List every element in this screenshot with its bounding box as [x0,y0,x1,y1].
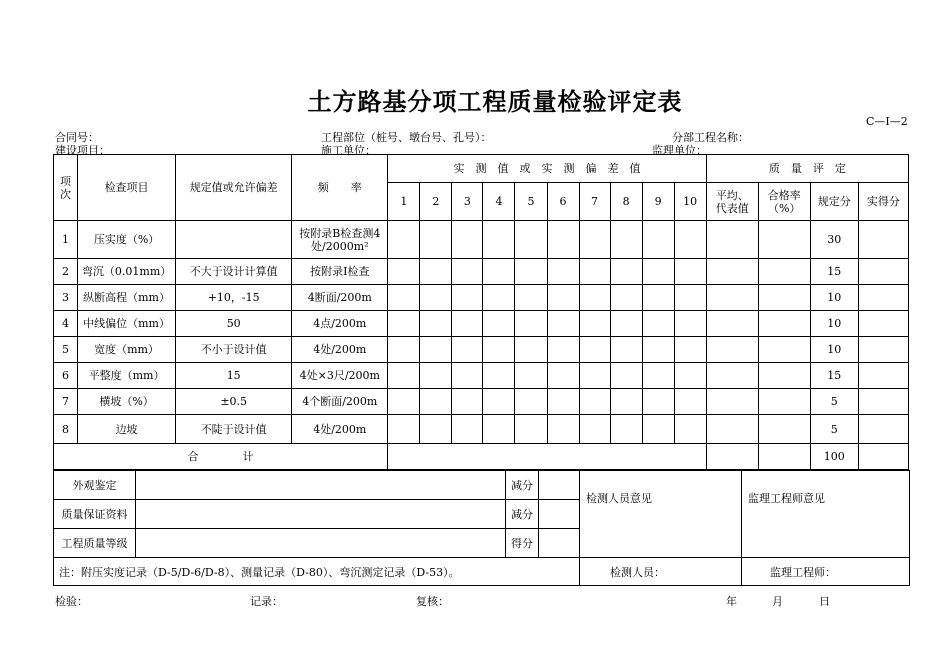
deduct-label-1: 减分 [506,471,539,500]
measure-cell[interactable] [547,221,579,259]
measure-cell[interactable] [642,415,674,444]
measure-cell[interactable] [579,259,610,285]
actual-score-cell[interactable] [858,311,908,337]
measure-cell[interactable] [642,285,674,311]
measure-cell[interactable] [483,415,515,444]
row-rated-score: 30 [810,221,858,259]
header-avg: 平均、代表值 [706,183,758,221]
measure-cell[interactable] [547,415,579,444]
row-no: 8 [54,415,78,444]
measure-cell[interactable] [452,363,483,389]
measure-cell[interactable] [388,415,420,444]
table-row [54,285,909,311]
measure-num: 7 [579,183,610,221]
score-label: 得分 [506,529,539,558]
avg-cell[interactable] [706,337,758,363]
table-row [54,259,909,285]
measure-num: 6 [547,183,579,221]
footer-check: 检验： [55,595,88,608]
form-code: C—I—2 [866,115,908,128]
row-frequency: 按附录B检查测4处/2000m² [292,221,388,259]
project-part-label: 工程部位（桩号、墩台号、孔号）： [321,131,492,144]
table-row [54,389,909,415]
row-check-item: 纵断高程（mm） [78,285,176,311]
measure-num: 4 [483,183,515,221]
header-measured: 实 测 值 或 实 测 偏 差 值 [388,155,706,183]
footer-day: 日 [819,595,830,608]
measure-cell[interactable] [483,337,515,363]
footer-year: 年 [726,595,737,608]
measure-cell[interactable] [515,259,547,285]
row-no: 3 [54,285,78,311]
measure-cell[interactable] [674,415,706,444]
measure-cell[interactable] [483,311,515,337]
measure-cell[interactable] [674,363,706,389]
row-frequency: 4处×3尺/200m [292,363,388,389]
pass-rate-cell[interactable] [758,415,810,444]
measure-cell[interactable] [388,311,420,337]
row-spec: 不小于设计值 [176,337,292,363]
measure-cell[interactable] [388,363,420,389]
contractor-label: 施工单位： [321,144,376,157]
row-no: 1 [54,221,78,259]
pass-rate-cell[interactable] [758,363,810,389]
measure-num: 5 [515,183,547,221]
measure-cell[interactable] [388,389,420,415]
measure-cell[interactable] [452,389,483,415]
appearance-label: 外观鉴定 [54,471,136,500]
measure-num: 9 [642,183,674,221]
row-frequency: 4处/200m [292,337,388,363]
measure-cell[interactable] [547,363,579,389]
row-rated-score: 10 [810,337,858,363]
measure-cell[interactable] [483,259,515,285]
sub-project-label: 分部工程名称： [672,131,749,144]
header-frequency: 频 率 [292,155,388,221]
measure-cell[interactable] [642,337,674,363]
measure-cell[interactable] [610,363,642,389]
measure-cell[interactable] [610,285,642,311]
measure-cell[interactable] [420,285,452,311]
row-check-item: 平整度（mm） [78,363,176,389]
actual-score-cell[interactable] [858,259,908,285]
measure-cell[interactable] [579,285,610,311]
measure-cell[interactable] [674,285,706,311]
measure-cell[interactable] [420,221,452,259]
measure-cell[interactable] [515,285,547,311]
pass-rate-cell[interactable] [758,337,810,363]
row-check-item: 弯沉（0.01mm） [78,259,176,285]
avg-cell[interactable] [706,285,758,311]
footer-record: 记录： [250,595,283,608]
table-row [54,363,909,389]
actual-score-cell[interactable] [858,389,908,415]
total-label: 合 计 [54,444,388,470]
measure-cell[interactable] [483,285,515,311]
inspector-opinion-label: 检测人员意见 [580,471,742,558]
measure-cell[interactable] [452,311,483,337]
measure-cell[interactable] [420,337,452,363]
table-row [54,311,909,337]
measure-cell[interactable] [642,259,674,285]
row-no: 2 [54,259,78,285]
page-title: 土方路基分项工程质量检验评定表 [307,88,683,116]
measure-num: 2 [420,183,452,221]
pass-rate-cell[interactable] [758,285,810,311]
measure-cell[interactable] [674,311,706,337]
row-no: 5 [54,337,78,363]
avg-cell[interactable] [706,311,758,337]
measure-cell[interactable] [452,285,483,311]
measure-cell[interactable] [610,311,642,337]
row-spec [176,221,292,259]
measure-cell[interactable] [674,389,706,415]
appearance-field[interactable] [136,471,506,500]
deduct-label-2: 减分 [506,500,539,529]
row-rated-score: 15 [810,363,858,389]
measure-cell[interactable] [547,337,579,363]
table-row [54,221,909,259]
row-rated-score: 15 [810,259,858,285]
score-field[interactable] [539,529,580,558]
engineer-sign-label: 监理工程师： [742,558,910,586]
measure-cell[interactable] [642,363,674,389]
header-check-item: 检查项目 [78,155,176,221]
engineer-opinion-label: 监理工程师意见 [742,471,910,558]
pass-rate-cell[interactable] [758,221,810,259]
pass-rate-cell[interactable] [758,259,810,285]
measure-cell[interactable] [579,311,610,337]
avg-cell[interactable] [706,363,758,389]
row-rated-score: 10 [810,311,858,337]
row-no: 7 [54,389,78,415]
measure-cell[interactable] [515,389,547,415]
row-spec: +10，-15 [176,285,292,311]
pass-rate-cell[interactable] [758,311,810,337]
supervisor-label: 监理单位： [652,144,707,157]
row-check-item: 压实度（%） [78,221,176,259]
row-frequency: 4点/200m [292,311,388,337]
measure-cell[interactable] [388,221,420,259]
avg-cell[interactable] [706,221,758,259]
measure-cell[interactable] [674,221,706,259]
measure-cell[interactable] [452,221,483,259]
row-check-item: 横坡（%） [78,389,176,415]
quality-docs-label: 质量保证资料 [54,500,136,529]
measure-cell[interactable] [515,363,547,389]
measure-cell[interactable] [515,337,547,363]
table-row [54,415,909,444]
measure-cell[interactable] [642,311,674,337]
header-actual-score: 实得分 [858,183,908,221]
inspection-table [53,154,909,470]
table-row [54,337,909,363]
measure-cell[interactable] [610,221,642,259]
row-rated-score: 5 [810,415,858,444]
deduct-field-2[interactable] [539,500,580,529]
row-spec: 不陡于设计值 [176,415,292,444]
measure-cell[interactable] [420,363,452,389]
measure-cell[interactable] [579,221,610,259]
measure-cell[interactable] [579,337,610,363]
header-item-no: 项次 [54,155,78,221]
measure-num: 10 [674,183,706,221]
inspector-sign-label: 检测人员： [580,558,742,586]
note-text: 注：附压实度记录（D-5/D-6/D-8）、测量记录（D-80）、弯沉测定记录（D-53）。 [54,558,580,586]
row-spec: ±0.5 [176,389,292,415]
row-spec: 15 [176,363,292,389]
total-score: 100 [810,444,858,470]
row-no: 6 [54,363,78,389]
actual-score-cell[interactable] [858,285,908,311]
avg-cell[interactable] [706,415,758,444]
row-spec: 50 [176,311,292,337]
measure-cell[interactable] [452,259,483,285]
measure-cell[interactable] [420,259,452,285]
measure-cell[interactable] [547,389,579,415]
measure-cell[interactable] [483,389,515,415]
measure-num: 3 [452,183,483,221]
actual-score-cell[interactable] [858,221,908,259]
header-rated-score: 规定分 [810,183,858,221]
quality-docs-field[interactable] [136,500,506,529]
row-frequency: 4处/200m [292,415,388,444]
measure-cell[interactable] [547,285,579,311]
measure-cell[interactable] [483,221,515,259]
measure-cell[interactable] [452,415,483,444]
construction-project-label: 建设项目： [55,144,110,157]
row-check-item: 边坡 [78,415,176,444]
measure-cell[interactable] [642,389,674,415]
measure-cell[interactable] [547,311,579,337]
measure-cell[interactable] [483,363,515,389]
measure-cell[interactable] [610,415,642,444]
quality-grade-field[interactable] [136,529,506,558]
measure-cell[interactable] [579,389,610,415]
row-check-item: 中线偏位（mm） [78,311,176,337]
header-quality: 质 量 评 定 [706,155,908,183]
actual-score-cell[interactable] [858,415,908,444]
measure-cell[interactable] [547,259,579,285]
measure-cell[interactable] [388,285,420,311]
actual-score-cell[interactable] [858,363,908,389]
header-spec: 规定值或允许偏差 [176,155,292,221]
actual-score-cell[interactable] [858,337,908,363]
measure-cell[interactable] [610,337,642,363]
row-frequency: 按附录Ⅰ检查 [292,259,388,285]
measure-cell[interactable] [610,389,642,415]
assessment-table [53,470,910,586]
measure-cell[interactable] [515,311,547,337]
measure-cell[interactable] [452,337,483,363]
measure-cell[interactable] [674,337,706,363]
measure-cell[interactable] [420,415,452,444]
row-check-item: 宽度（mm） [78,337,176,363]
row-frequency: 4个断面/200m [292,389,388,415]
footer-month: 月 [772,595,783,608]
quality-grade-label: 工程质量等级 [54,529,136,558]
row-frequency: 4断面/200m [292,285,388,311]
row-no: 4 [54,311,78,337]
row-spec: 不大于设计计算值 [176,259,292,285]
measure-cell[interactable] [420,389,452,415]
row-rated-score: 5 [810,389,858,415]
measure-num: 8 [610,183,642,221]
contract-no-label: 合同号： [55,131,99,144]
measure-cell[interactable] [674,259,706,285]
row-rated-score: 10 [810,285,858,311]
measure-cell[interactable] [388,259,420,285]
avg-cell[interactable] [706,389,758,415]
footer-review: 复核： [416,595,449,608]
measure-cell[interactable] [579,415,610,444]
measure-cell[interactable] [515,415,547,444]
pass-rate-cell[interactable] [758,389,810,415]
measure-cell[interactable] [642,221,674,259]
measure-cell[interactable] [388,337,420,363]
measure-cell[interactable] [515,221,547,259]
measure-num: 1 [388,183,420,221]
measure-cell[interactable] [579,363,610,389]
deduct-field-1[interactable] [539,471,580,500]
header-pass-rate: 合格率（%） [758,183,810,221]
measure-cell[interactable] [420,311,452,337]
avg-cell[interactable] [706,259,758,285]
measure-cell[interactable] [610,259,642,285]
